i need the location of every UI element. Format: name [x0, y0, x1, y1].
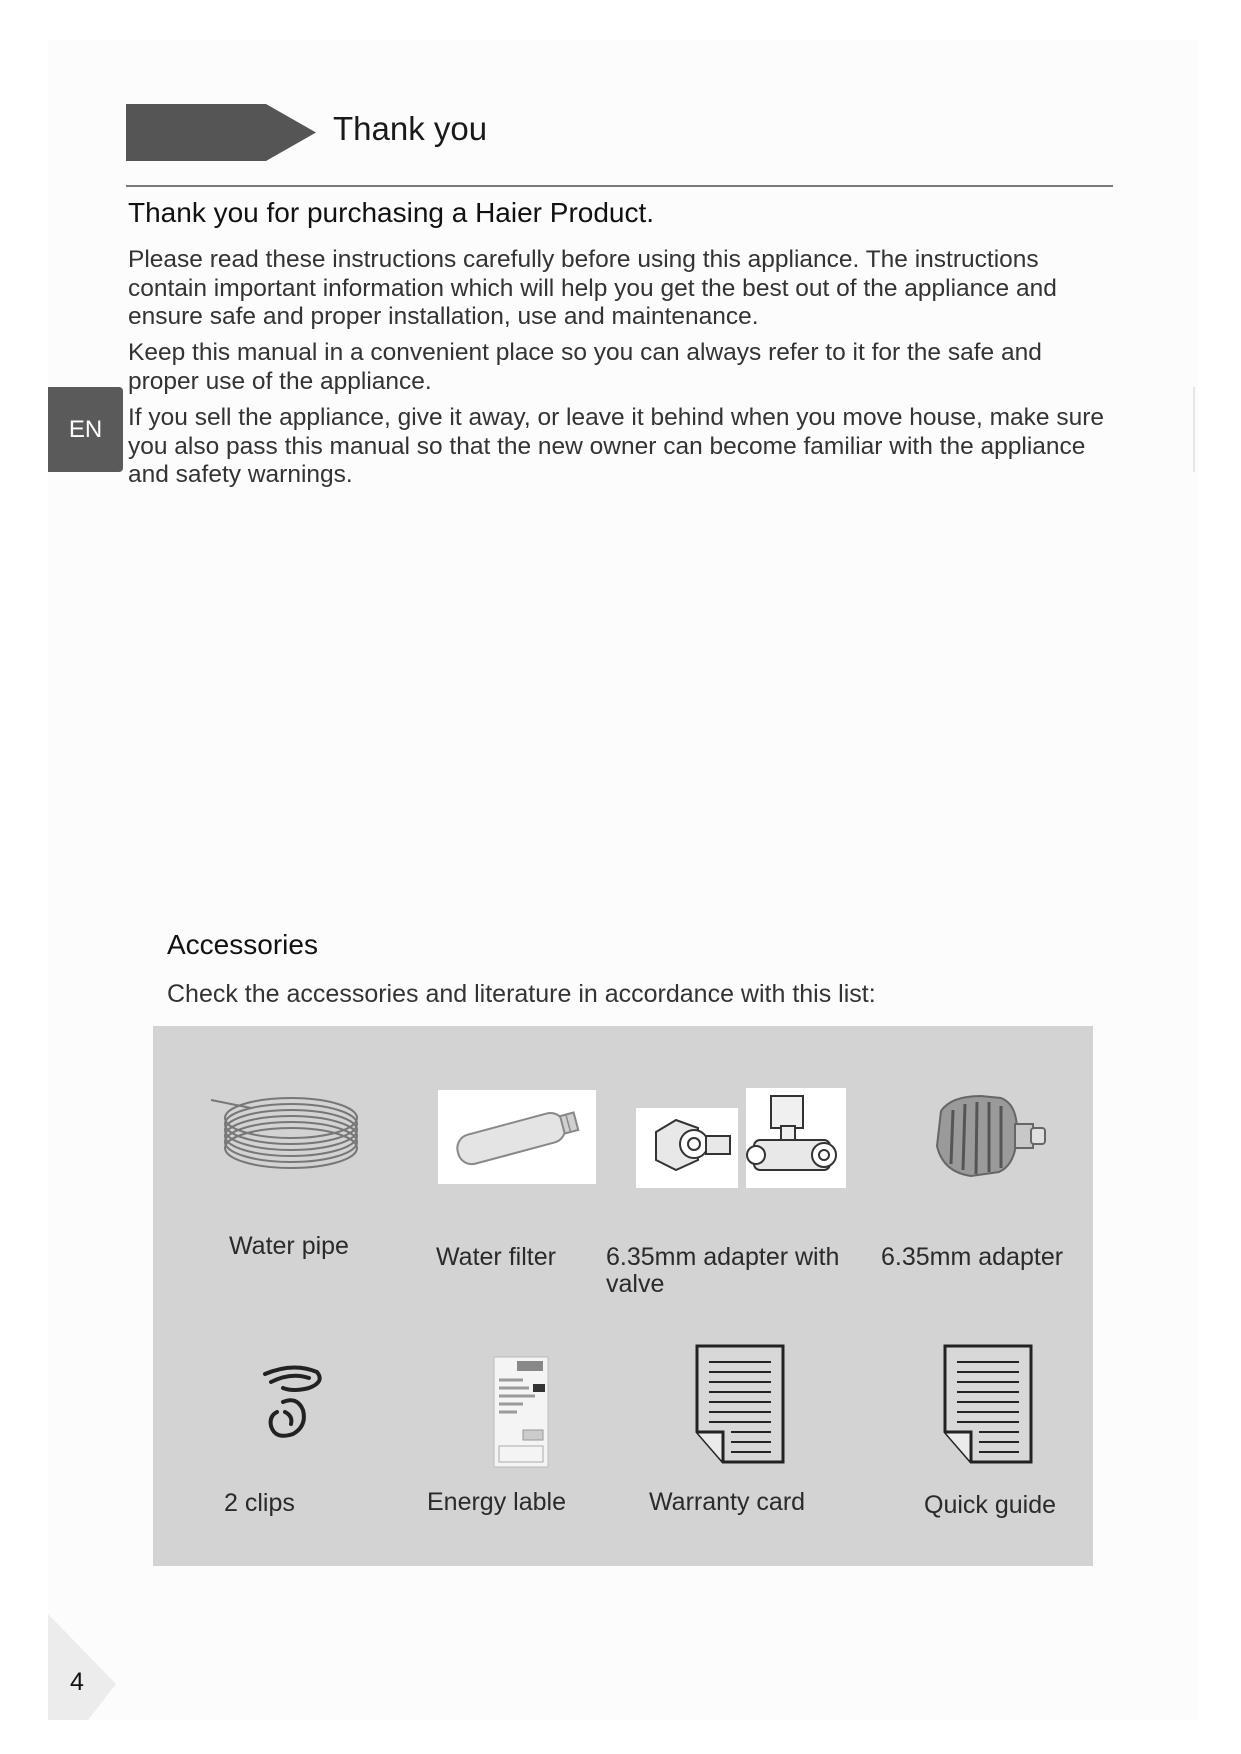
accessory-label-energy-label: Energy lable	[427, 1488, 566, 1516]
header-arrow-icon	[126, 104, 316, 161]
energy-label-icon	[493, 1356, 549, 1468]
thank-you-heading: Thank you for purchasing a Haier Product.	[128, 197, 655, 228]
header-divider	[126, 185, 1113, 187]
accessory-label-warranty-card: Warranty card	[649, 1488, 806, 1516]
accessory-label-quick-guide: Quick guide	[924, 1491, 1057, 1519]
accessory-label-adapter: 6.35mm adapter	[881, 1243, 1064, 1271]
accessory-label-water-filter: Water filter	[436, 1243, 556, 1271]
adapter-icon	[921, 1086, 1051, 1186]
keep-manual-paragraph: Keep this manual in a convenient place so you can always refer to it for the safe and proper use of the appliance.	[128, 339, 1042, 395]
accessories-heading: Accessories	[167, 929, 318, 960]
warranty-card-icon	[693, 1344, 787, 1464]
accessory-label-clips: 2 clips	[224, 1489, 295, 1517]
accessory-label-adapter-with-valve: 6.35mm adapter with valve	[606, 1243, 840, 1298]
accessories-intro: Check the accessories and literature in accordance with this list:	[167, 980, 876, 1008]
accessory-label-water-pipe: Water pipe	[229, 1232, 349, 1260]
water-filter-icon	[438, 1090, 596, 1184]
page-corner-shape	[48, 1614, 116, 1720]
edge-marker	[1193, 387, 1195, 472]
adapter-with-valve-icon	[636, 1088, 846, 1188]
pass-manual-paragraph: If you sell the appliance, give it away, or leave it behind when you move house, make sure you also pass this manual so that the new owner can become familiar with the appliance and safety warnings.	[128, 404, 1105, 488]
intro-paragraph: Please read these instructions carefully before using this appliance. The instructions contain important information which will help you get the best out of the appliance and ensure safe and proper installation, use and maintenance.	[128, 246, 1057, 330]
language-tab: EN	[48, 387, 123, 472]
water-pipe-icon	[211, 1078, 371, 1178]
page-number: 4	[70, 1668, 84, 1696]
quick-guide-icon	[941, 1344, 1035, 1464]
accessories-panel	[153, 1026, 1093, 1566]
clips-icon	[253, 1362, 333, 1452]
page-title: Thank you	[333, 110, 488, 147]
